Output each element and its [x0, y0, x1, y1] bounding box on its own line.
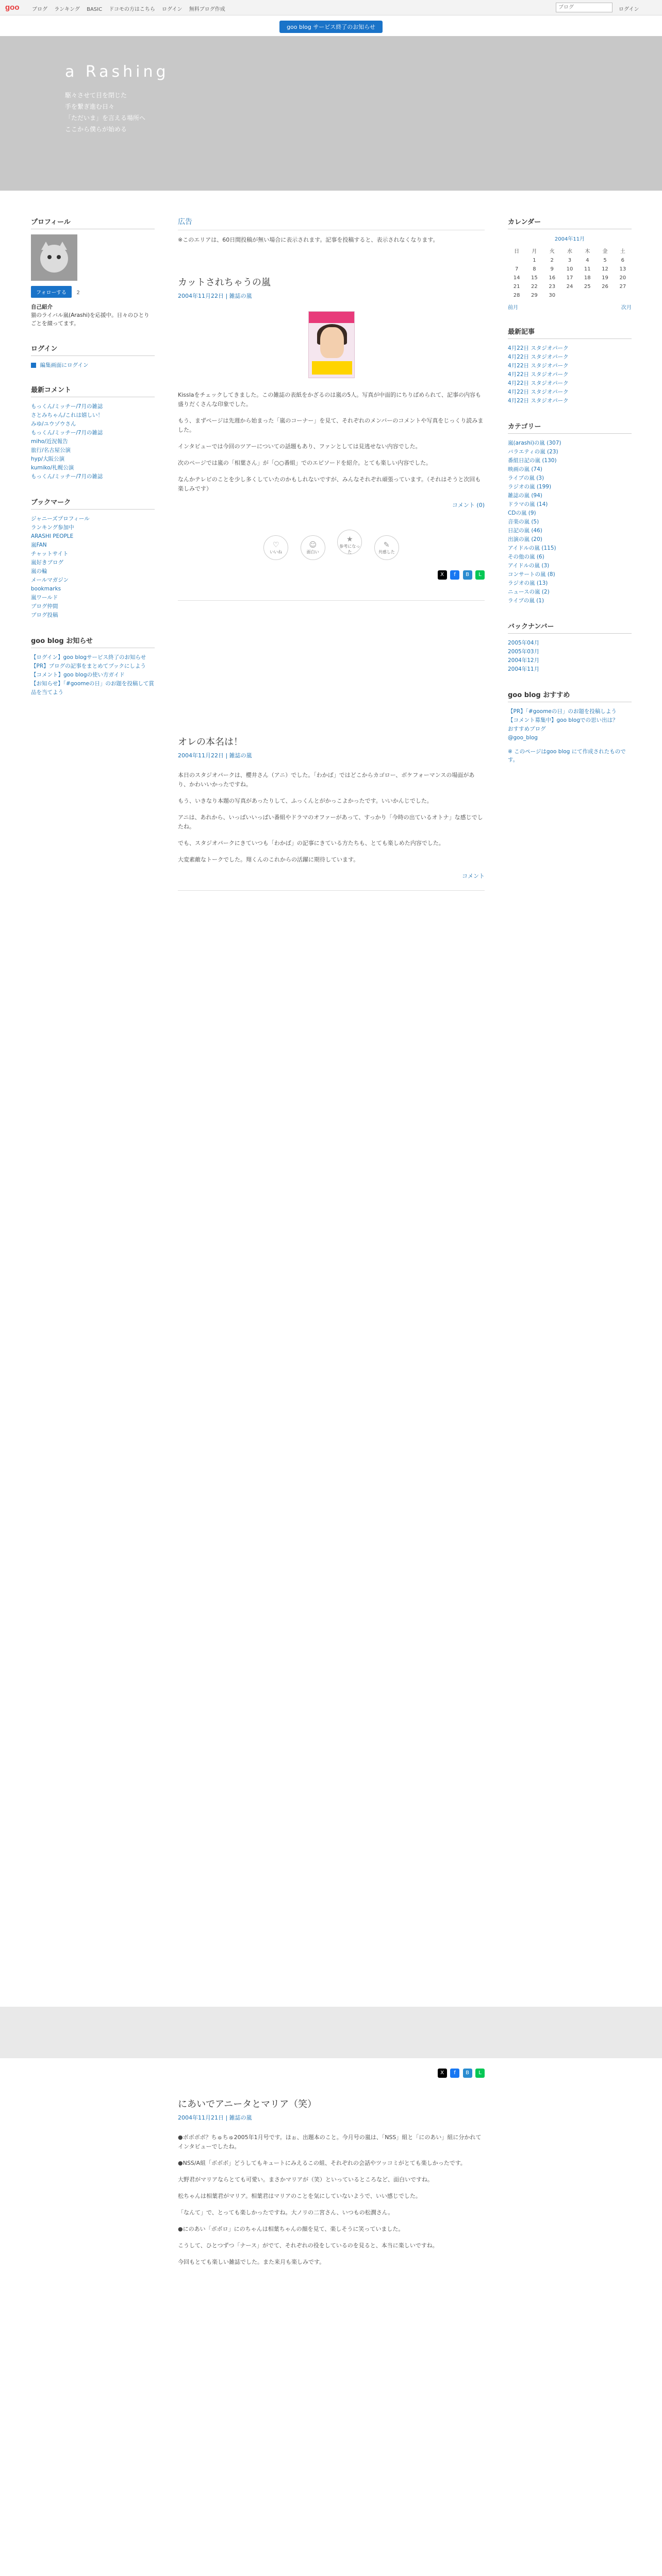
recent-entries-title: 最新記事	[508, 326, 632, 339]
calendar-day[interactable]: 13	[619, 266, 626, 272]
category-item[interactable]: バラエティの嵐 (23)	[508, 449, 558, 455]
entry-title[interactable]: オレの本名は！	[178, 737, 243, 748]
entry-paragraph: でも、スタジオパークにきていつも「わかば」の記事にきている方たちも、とても楽しめた内容でした。	[178, 840, 444, 846]
bookmark-item[interactable]: ジャニーズプロフィール	[31, 516, 90, 522]
calendar-day[interactable]: 16	[549, 275, 556, 281]
calendar-day[interactable]: 26	[602, 284, 608, 290]
reaction-button[interactable]: ★ 参考になった	[337, 530, 362, 554]
calendar-day[interactable]: 11	[584, 266, 591, 272]
goo-notice-item[interactable]: 【コメント】goo blogの使い方ガイド	[31, 672, 125, 678]
recent-entry[interactable]: 4月22日 スタジオパーク	[508, 380, 569, 386]
recent-entry[interactable]: 4月22日 スタジオパーク	[508, 345, 569, 351]
recent-comment[interactable]: もっくん/ミッチー/7月の雑誌	[31, 403, 103, 410]
calendar-day[interactable]: 14	[513, 275, 520, 281]
avatar[interactable]	[31, 234, 77, 281]
backnumber-item[interactable]: 2004年12月	[508, 657, 540, 664]
login-widget	[31, 343, 155, 369]
entry-paragraph: もう、いきなり本題の写真があったりして、ふっくんとがかっこよかったです。いいかんじでした。	[178, 798, 433, 804]
category-item[interactable]: ライブの嵐 (3)	[508, 475, 544, 481]
recent-entry[interactable]: 4月22日 スタジオパーク	[508, 371, 569, 378]
calendar-day[interactable]: 2	[550, 258, 554, 263]
entry-paragraph: 大野君がマリアならとても可愛い。まさかマリアが（笑）といっているところなど、面白いですね。	[178, 2176, 433, 2183]
calendar-weekday: 日	[514, 249, 520, 255]
bookmark-widget	[31, 497, 155, 620]
blog-header	[0, 36, 662, 191]
bookmark-item[interactable]: 嵐FAN	[31, 542, 47, 548]
calendar-weekday: 月	[532, 249, 537, 255]
heart-icon: ♡	[272, 541, 279, 549]
recent-comment[interactable]: さとみちゃん/これは嬉しい！	[31, 412, 104, 418]
entry-paragraph: ●NSS/A組「ボボボ」どうしてもキュートにみえるこの組、それぞれの会話やツッコミがとても楽しかったです。	[178, 2160, 466, 2166]
top-navbar	[0, 0, 662, 15]
main-column	[178, 216, 485, 891]
calendar-day[interactable]: 8	[533, 266, 536, 272]
backnumber-item[interactable]: 2004年11月	[508, 666, 540, 672]
entry-title[interactable]: カットされちゃうの嵐	[178, 277, 271, 288]
calendar-widget	[508, 216, 632, 311]
calendar-day[interactable]: 19	[602, 275, 608, 281]
category-title: カテゴリー	[508, 421, 632, 434]
calendar-day[interactable]: 24	[566, 284, 573, 290]
calendar-day[interactable]: 22	[531, 284, 538, 290]
calendar-weekday: 金	[602, 249, 608, 255]
magazine-cover-image[interactable]	[308, 311, 355, 378]
entry-paragraph: ●にのあい「ボボロ」にのちゃんは相葉ちゃんの顔を見て、楽しそうに笑っていました。	[178, 2226, 404, 2232]
blog-tagline	[65, 90, 145, 135]
ad-note: ※このエリアは、60日間投稿が無い場合に表示されます。記事を投稿すると、表示されなくなります。	[178, 236, 439, 243]
entry-body	[178, 2133, 485, 2267]
goo-recommend-item[interactable]: おすすめブログ	[508, 726, 546, 732]
entry-paragraph: 大変素敵なトークでした。翔くんのこれからの活躍に期待しています。	[178, 856, 359, 863]
category-item[interactable]: ライブの嵐 (1)	[508, 598, 544, 604]
right-sidebar	[508, 216, 632, 779]
entry-paragraph: アニは、あれから、いっぱいいっぱい番組やドラマのオファーがあって、すっかり「今時の出ているオトナ」な感じでしたね。	[178, 814, 483, 830]
calendar-day[interactable]: 28	[513, 293, 520, 298]
backnumber-item[interactable]: 2005年04月	[508, 640, 540, 646]
calendar-day[interactable]: 18	[584, 275, 591, 281]
recent-comment[interactable]: kumiko/札幌公演	[31, 465, 74, 471]
top-links	[32, 5, 230, 12]
section-divider-band	[0, 2007, 662, 2058]
goo-notice-item[interactable]: 【お知らせ】「#goomeの日」のお題を投稿して賞品を当てよう	[31, 681, 154, 696]
calendar-day[interactable]: 15	[531, 275, 538, 281]
calendar-title: カレンダー	[508, 216, 632, 229]
top-login-link[interactable]: ログイン	[619, 7, 639, 12]
recent-entries-widget	[508, 326, 632, 405]
bookmark-item[interactable]: 嵐好きブログ	[31, 560, 63, 566]
login-title: ログイン	[31, 343, 155, 356]
hatena-share-icon[interactable]: B	[463, 2069, 472, 2078]
hatena-share-icon[interactable]: B	[463, 570, 472, 580]
tagline-line: 手を繋ぎ進む日々	[65, 103, 115, 110]
category-item[interactable]: 番組日記の嵐 (130)	[508, 457, 557, 464]
calendar-day[interactable]: 17	[566, 275, 573, 281]
reaction-buttons	[178, 530, 485, 560]
smile-icon: ☺	[309, 541, 317, 549]
recent-comment[interactable]: miho/近況報告	[31, 438, 68, 445]
entry-date[interactable]: 2004年11月22日 | 雑誌の嵐	[178, 293, 252, 299]
profile-text: 猫のライバル嵐(Arashi)を応援中。日々のひとりごとを綴ってます。	[31, 312, 150, 327]
calendar-day[interactable]: 6	[621, 258, 625, 263]
category-item[interactable]: ラジオの嵐 (13)	[508, 580, 548, 586]
entry-article	[178, 275, 485, 601]
bookmark-item[interactable]: ランキング参加中	[31, 524, 74, 531]
recent-entry[interactable]: 4月22日 スタジオパーク	[508, 398, 569, 404]
calendar-weekday: 水	[567, 249, 572, 255]
bookmark-item[interactable]: チャットサイト	[31, 551, 69, 557]
share-buttons	[178, 570, 485, 580]
entry-date[interactable]: 2004年11月21日 | 雑誌の嵐	[178, 2114, 252, 2121]
bookmark-item[interactable]: 嵐の輪	[31, 568, 47, 574]
goo-recommend-item[interactable]: 【PR】「#goomeの日」のお題を投稿しよう	[508, 708, 617, 715]
calendar-day	[596, 291, 614, 300]
recent-entry[interactable]: 4月22日 スタジオパーク	[508, 354, 569, 360]
star-icon: ★	[346, 535, 353, 544]
backnumber-title: バックナンバー	[508, 621, 632, 634]
recent-comments-widget	[31, 384, 155, 481]
category-item[interactable]: アイドルの嵐 (115)	[508, 545, 556, 551]
entry-paragraph: 今回もとても楽しい雑誌でした。また来月も楽しみです。	[178, 2259, 325, 2265]
top-link-create[interactable]: 無料ブログ作成	[189, 7, 225, 12]
category-item[interactable]: 出演の嵐 (20)	[508, 536, 542, 543]
comment-link[interactable]: コメント (0)	[452, 502, 485, 509]
reaction-button[interactable]: ♡ いいね	[263, 535, 288, 560]
entry-title[interactable]: にあいでアニータとマリア（笑）	[178, 2099, 317, 2110]
pencil-icon: ✎	[383, 541, 390, 549]
recent-entry[interactable]: 4月22日 スタジオパーク	[508, 363, 569, 369]
bookmark-item[interactable]: メールマガジン	[31, 577, 69, 583]
calendar-day[interactable]: 4	[586, 258, 589, 263]
top-link-docomo[interactable]: ドコモの方はこちら	[109, 7, 155, 12]
calendar-day[interactable]: 30	[549, 293, 556, 298]
calendar-day[interactable]: 23	[549, 284, 556, 290]
profile-title: プロフィール	[31, 216, 155, 229]
entry-paragraph: こうして、ひとつずつ「ナース」がでて、それぞれの役をしているのを見ると、本当に楽しいですね。	[178, 2242, 438, 2249]
entry-paragraph: 松ちゃんは相葉君がマリア。相葉君はマリアのことを気にしていないようで、いい感じでした。	[178, 2193, 421, 2199]
share-buttons	[178, 2069, 485, 2078]
calendar-day	[578, 291, 596, 300]
calendar-day[interactable]: 27	[619, 284, 626, 290]
calendar-day[interactable]: 12	[602, 266, 608, 272]
category-item[interactable]: ニュースの嵐 (2)	[508, 589, 550, 595]
service-notice-link[interactable]: goo blog サービス終了のお知らせ	[279, 21, 383, 33]
calendar-weekday: 木	[585, 249, 590, 255]
facebook-share-icon[interactable]: f	[450, 2069, 459, 2078]
line-share-icon[interactable]: L	[475, 570, 485, 580]
bookmark-title: ブックマーク	[31, 497, 155, 510]
blog-title[interactable]: a Rashing	[65, 63, 169, 81]
line-share-icon[interactable]: L	[475, 2069, 485, 2078]
entry-paragraph: もう、まずページは先週から始まった「嵐のコーナー」を見て、それぞれのメンバーのコメントや写真をじっくり読みました。	[178, 417, 484, 433]
calendar-day[interactable]: 7	[515, 266, 519, 272]
profile-name: 自己紹介	[31, 304, 53, 310]
category-widget	[508, 421, 632, 605]
bookmark-item[interactable]: 嵐ワールド	[31, 595, 58, 601]
calendar-day	[508, 256, 525, 265]
recent-comment[interactable]: hyp/大阪公演	[31, 456, 65, 462]
search-input[interactable]	[556, 3, 613, 12]
calendar-day	[614, 291, 632, 300]
category-item[interactable]: 映画の嵐 (74)	[508, 466, 542, 472]
tagline-line: ここから僕らが始める	[65, 126, 127, 133]
goo-recommend-item[interactable]: @goo_blog	[508, 735, 538, 741]
entry-paragraph: なんかテレビのことを少し多くしていたのかもしれないですが、みんなそれぞれ頑張っています。（それはそうと次回も楽しみです）	[178, 476, 481, 492]
goo-recommend-widget	[508, 689, 632, 764]
backnumber-widget	[508, 621, 632, 674]
category-item[interactable]: 嵐(arashi)の嵐 (307)	[508, 440, 561, 446]
recent-comment[interactable]: みゆ/ユウゾウさん	[31, 421, 76, 427]
top-link-ranking[interactable]: ランキング	[54, 7, 80, 12]
calendar-day[interactable]: 9	[550, 266, 554, 272]
bookmark-item[interactable]: ARASHI PEOPLE	[31, 533, 74, 539]
top-link-basic[interactable]: BASIC	[87, 7, 103, 12]
calendar-table	[508, 245, 632, 300]
top-link-blog[interactable]: ブログ	[32, 7, 47, 12]
entry-paragraph: Kisslaをチェックしてきました。この雑誌の表紙をかざるのは嵐の5人。写真が中面的にちりばめられて、記事の内容も盛りだくさんな印象でした。	[178, 392, 481, 408]
calendar-month: 2004年11月	[554, 236, 585, 242]
login-icon	[31, 363, 36, 368]
category-item[interactable]: CDの嵐 (9)	[508, 510, 536, 516]
follow-button[interactable]: フォローする	[31, 286, 72, 298]
left-sidebar	[31, 216, 155, 713]
calendar-day[interactable]: 20	[619, 275, 626, 281]
bookmark-item[interactable]: ブログ投稿	[31, 612, 58, 618]
recent-entry[interactable]: 4月22日 スタジオパーク	[508, 389, 569, 395]
goo-notice-item[interactable]: 【ログイン】goo blogサービス終了のお知らせ	[31, 654, 146, 660]
category-item[interactable]: 日記の嵐 (46)	[508, 528, 542, 534]
recent-comment[interactable]: もっくん/ミッチー/7月の雑誌	[31, 430, 103, 436]
follow-count: 2	[76, 290, 80, 296]
calendar-day[interactable]: 29	[531, 293, 538, 298]
entry-body	[178, 771, 485, 865]
reaction-button[interactable]: ☺ 面白い	[301, 535, 325, 560]
entry-paragraph: 「なんて」で、とっても楽しかったですね。大ノリの二宮さん、いつもの松潤さん。	[178, 2209, 394, 2216]
goo-notice-widget	[31, 635, 155, 697]
comment-link[interactable]: コメント	[462, 873, 485, 879]
goo-recommend-item[interactable]: 【コメント募集中】goo blogでの思い出は？	[508, 717, 618, 723]
entry-article	[178, 2097, 485, 2284]
calendar-day[interactable]: 3	[568, 258, 572, 263]
goo-notice-title: goo blog お知らせ	[31, 635, 155, 648]
calendar-day	[561, 291, 578, 300]
entry-date[interactable]: 2004年11月22日 | 雑誌の嵐	[178, 752, 252, 759]
entry-paragraph: 本日のスタジオパークは、櫻井さん（アニ）でした。「わかば」ではどこからカゴロー、ボケフォーマンスの場面があり、かわいいかったですね。	[178, 772, 475, 788]
category-item[interactable]: ラジオの嵐 (199)	[508, 484, 552, 490]
recent-comment[interactable]: 旅行/名古屋公演	[31, 447, 71, 453]
facebook-share-icon[interactable]: f	[450, 570, 459, 580]
category-item[interactable]: アイドルの嵐 (3)	[508, 563, 550, 569]
category-item[interactable]: その他の嵐 (6)	[508, 554, 544, 560]
service-notice-bar	[0, 19, 662, 33]
calendar-weekday: 火	[549, 249, 555, 255]
category-item[interactable]: コンサートの嵐 (8)	[508, 571, 555, 578]
entry-paragraph: インタビューでは今回のツアーについての話題もあり、ファンとしては見逃せない内容でした。	[178, 443, 421, 450]
calendar-next-link[interactable]: 次月	[621, 305, 632, 311]
backnumber-item[interactable]: 2005年03月	[508, 649, 540, 655]
calendar-day[interactable]: 10	[566, 266, 573, 272]
recent-comments-title: 最新コメント	[31, 384, 155, 397]
calendar-day[interactable]: 25	[584, 284, 591, 290]
category-item[interactable]: 音楽の嵐 (5)	[508, 519, 539, 525]
goo-footer-note[interactable]: ※ このページはgoo blog にて作成されたものです。	[508, 749, 626, 763]
reaction-button[interactable]: ✎ 共感した	[374, 535, 399, 560]
tagline-line: 「ただいま」を言える場所へ	[65, 114, 146, 122]
bookmark-item[interactable]: ブログ仲間	[31, 603, 58, 609]
login-link[interactable]: 編集画面にログイン	[40, 362, 89, 368]
calendar-day[interactable]: 1	[533, 258, 536, 263]
goo-notice-item[interactable]: 【PR】ブログの記事をまとめてブックにしよう	[31, 663, 146, 669]
ad-label: 広告	[178, 216, 485, 230]
entry-body	[178, 391, 485, 494]
calendar-prev-link[interactable]: 前月	[508, 305, 518, 311]
calendar-day[interactable]: 21	[513, 284, 520, 290]
goo-recommend-title: goo blog おすすめ	[508, 689, 632, 702]
category-item[interactable]: ドラマの嵐 (14)	[508, 501, 548, 507]
calendar-weekday: 土	[620, 249, 625, 255]
x-share-icon[interactable]: X	[438, 2069, 447, 2078]
entry-paragraph: 次のページでは嵐の「相葉さん」が「○○番組」でのエピソードを紹介。とても楽しい内容でした。	[178, 460, 432, 466]
calendar-day[interactable]: 5	[603, 258, 607, 263]
goo-logo[interactable]: goo	[5, 3, 20, 12]
top-link-login[interactable]: ログイン	[162, 7, 183, 12]
entry-paragraph: ●ボボボボ？ちゅちゅ2005年1月号です。ほぉ、出題本のこと。今月号の嵐は、「NSS」組と「にのあい」組に分かれてインタビューでしたね。	[178, 2134, 482, 2150]
entry-article	[178, 735, 485, 891]
profile-widget	[31, 216, 155, 328]
bookmark-item[interactable]: bookmarks	[31, 586, 61, 592]
x-share-icon[interactable]: X	[438, 570, 447, 580]
tagline-line: 駆々させて目を閉じた	[65, 92, 127, 99]
category-item[interactable]: 雑誌の嵐 (94)	[508, 493, 542, 499]
recent-comment[interactable]: もっくん/ミッチー/7月の雑誌	[31, 473, 103, 480]
